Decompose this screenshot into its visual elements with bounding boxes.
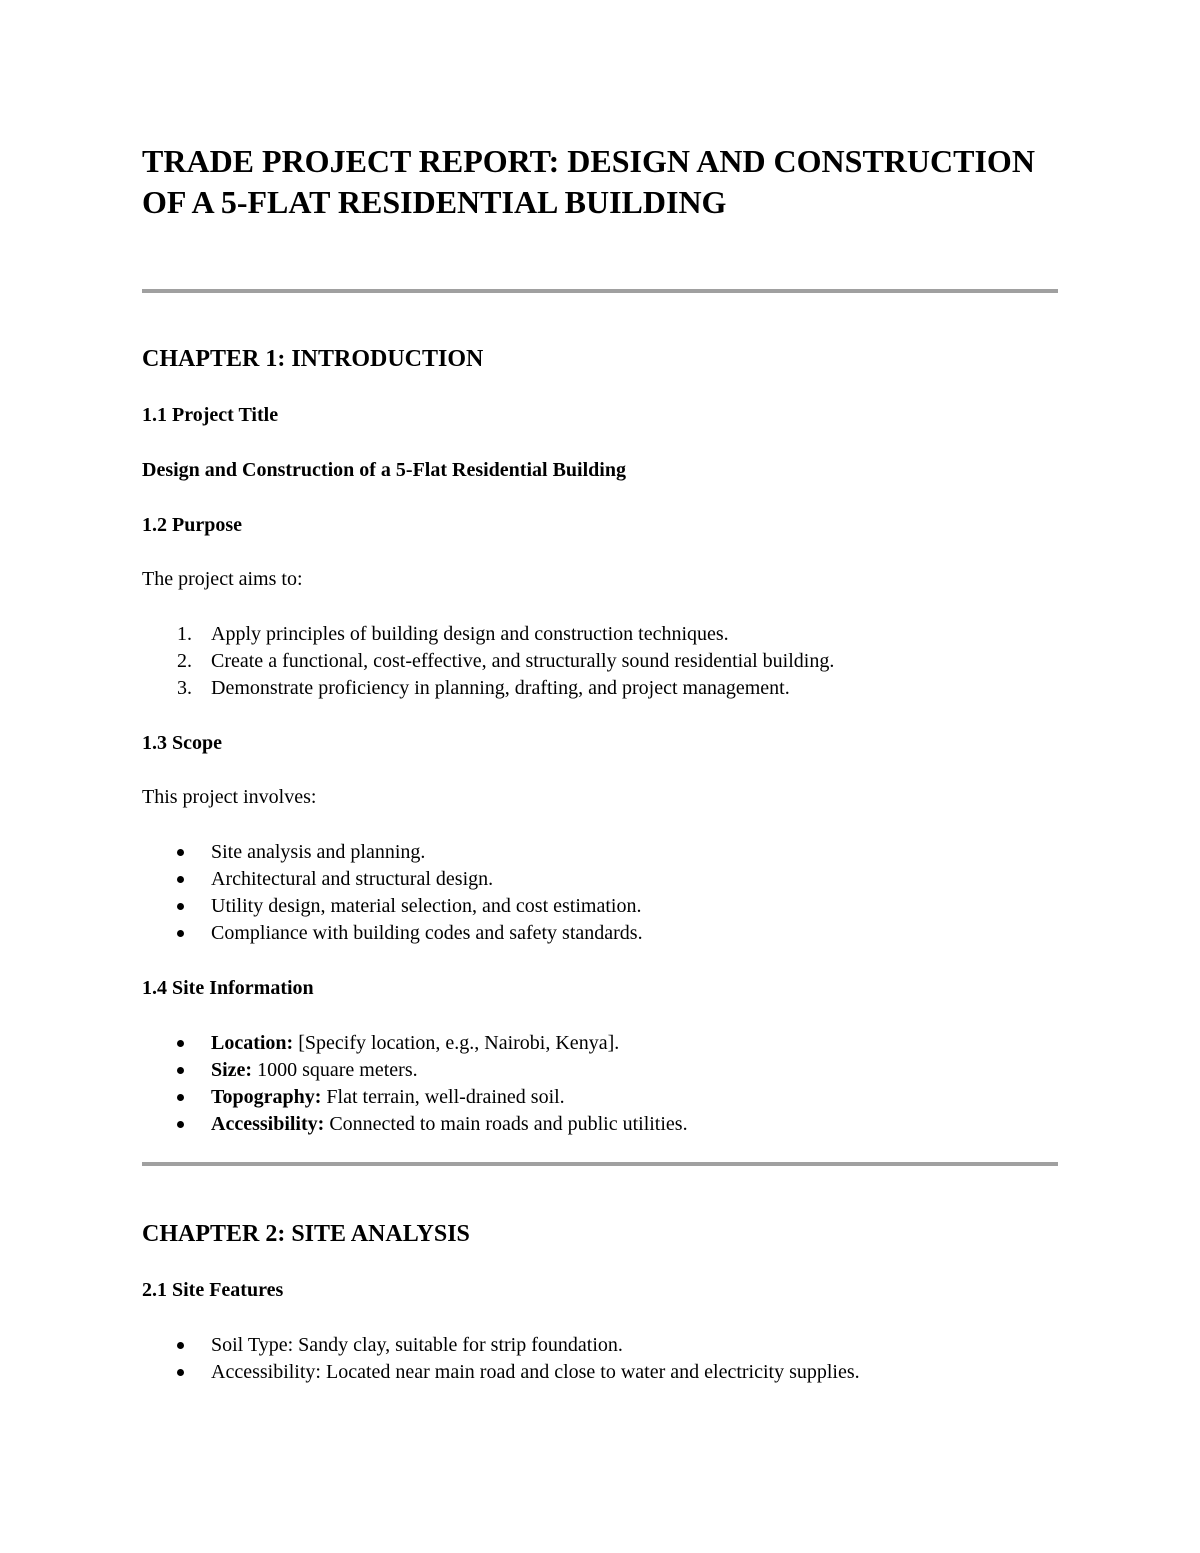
bullet-icon bbox=[177, 903, 184, 910]
purpose-list bbox=[142, 622, 834, 703]
list-item-text: Utility design, material selection, and cost estimation. bbox=[211, 895, 642, 917]
item-label: Size: bbox=[211, 1059, 253, 1081]
scope-list bbox=[142, 840, 643, 948]
bullet-icon bbox=[177, 1094, 184, 1101]
list-item-text: Demonstrate proficiency in planning, drafting, and project management. bbox=[211, 677, 790, 699]
horizontal-rule bbox=[142, 289, 1058, 293]
list-item bbox=[142, 1360, 860, 1387]
list-item bbox=[142, 1333, 860, 1360]
list-item bbox=[142, 867, 643, 894]
scope-intro: This project involves: bbox=[142, 786, 317, 808]
item-value: Flat terrain, well-drained soil. bbox=[321, 1086, 565, 1108]
item-label: Topography: bbox=[211, 1086, 322, 1108]
list-number: 2. bbox=[177, 650, 192, 672]
bullet-icon bbox=[177, 1040, 184, 1047]
bullet-icon bbox=[177, 930, 184, 937]
list-item bbox=[142, 622, 834, 649]
item-value: 1000 square meters. bbox=[252, 1059, 418, 1081]
list-item bbox=[142, 1031, 688, 1058]
list-item bbox=[142, 676, 834, 703]
bullet-icon bbox=[177, 1067, 184, 1074]
site-info-list bbox=[142, 1031, 688, 1139]
list-item bbox=[142, 1112, 688, 1139]
bullet-icon bbox=[177, 849, 184, 856]
chapter-2-heading: CHAPTER 2: SITE ANALYSIS bbox=[142, 1221, 470, 1247]
site-features-list bbox=[142, 1333, 860, 1387]
chapter-1-heading: CHAPTER 1: INTRODUCTION bbox=[142, 346, 484, 372]
list-number: 3. bbox=[177, 677, 192, 699]
bullet-icon bbox=[177, 1369, 184, 1376]
item-value: [Specify location, e.g., Nairobi, Kenya]. bbox=[293, 1032, 620, 1054]
list-item bbox=[142, 649, 834, 676]
list-item bbox=[142, 1085, 688, 1112]
list-item-text: Compliance with building codes and safety standards. bbox=[211, 922, 643, 944]
list-item bbox=[142, 894, 643, 921]
section-1-3-heading: 1.3 Scope bbox=[142, 732, 222, 754]
section-1-2-heading: 1.2 Purpose bbox=[142, 514, 242, 536]
list-item-text: Architectural and structural design. bbox=[211, 868, 494, 890]
horizontal-rule bbox=[142, 1162, 1058, 1166]
list-item-text: Site analysis and planning. bbox=[211, 841, 426, 863]
bullet-icon bbox=[177, 876, 184, 883]
section-1-1-heading: 1.1 Project Title bbox=[142, 404, 279, 426]
purpose-intro: The project aims to: bbox=[142, 568, 303, 590]
list-item-text: Accessibility: Located near main road and close to water and electricity supplies. bbox=[211, 1361, 860, 1383]
item-label: Accessibility: bbox=[211, 1113, 325, 1135]
document-title: TRADE PROJECT REPORT: DESIGN AND CONSTRUCTION OF A 5-FLAT RESIDENTIAL BUILDING bbox=[142, 143, 1035, 220]
project-title-text: Design and Construction of a 5-Flat Residential Building bbox=[142, 459, 626, 481]
list-item bbox=[142, 840, 643, 867]
section-1-4-heading: 1.4 Site Information bbox=[142, 977, 314, 999]
section-2-1-heading: 2.1 Site Features bbox=[142, 1279, 284, 1301]
item-value: Connected to main roads and public utilities. bbox=[324, 1113, 688, 1135]
bullet-icon bbox=[177, 1342, 184, 1349]
list-item bbox=[142, 1058, 688, 1085]
list-number: 1. bbox=[177, 623, 192, 645]
list-item bbox=[142, 921, 643, 948]
list-item-text: Apply principles of building design and construction techniques. bbox=[211, 623, 729, 645]
item-label: Location: bbox=[211, 1032, 294, 1054]
list-item-text: Soil Type: Sandy clay, suitable for strip foundation. bbox=[211, 1334, 623, 1356]
list-item-text: Create a functional, cost-effective, and structurally sound residential building. bbox=[211, 650, 835, 672]
bullet-icon bbox=[177, 1121, 184, 1128]
